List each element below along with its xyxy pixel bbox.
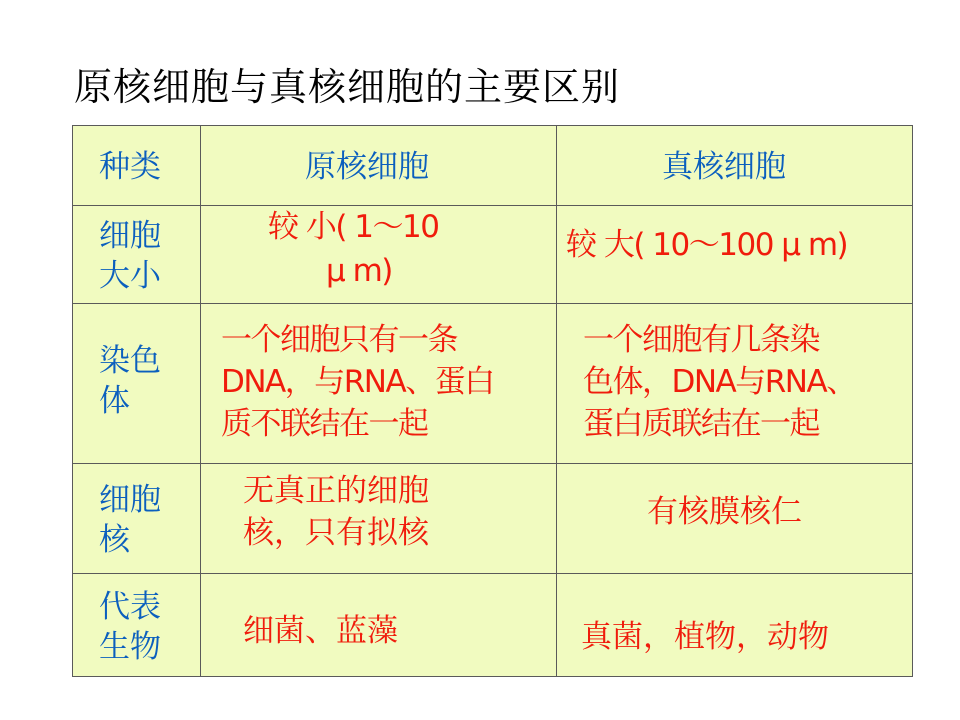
eukaryote-size: 较 大( 10～100 μ m) [566, 227, 848, 263]
prokaryote-chromosome: 一个细胞只有一条 DNA，与RNA、蛋白 质不联结在一起 [221, 322, 494, 442]
header-type: 种类 [99, 149, 161, 185]
eukaryote-examples: 真菌，植物，动物 [581, 619, 829, 655]
prokaryote-nucleus: 无真正的细胞 核，只有拟核 [243, 473, 429, 551]
prokaryote-examples: 细菌、蓝藻 [243, 613, 398, 649]
row-divider [73, 205, 912, 206]
row-divider [73, 463, 912, 464]
prokaryote-size: 较 小( 1～10 μ m) [268, 209, 439, 289]
row-divider [73, 303, 912, 304]
row-label: 细胞 大小 [99, 218, 161, 294]
eukaryote-nucleus: 有核膜核仁 [647, 494, 802, 530]
column-divider [200, 126, 201, 676]
row-divider [73, 573, 912, 574]
header-eukaryote: 真核细胞 [662, 149, 786, 185]
column-divider [556, 126, 557, 676]
eukaryote-chromosome: 一个细胞有几条染 色体，DNA与RNA、 蛋白质联结在一起 [583, 322, 856, 442]
row-label: 代表 生物 [99, 589, 161, 665]
comparison-table [72, 125, 913, 677]
row-label: 细胞 核 [99, 482, 161, 558]
row-label: 染色 体 [99, 343, 161, 419]
page-title: 原核细胞与真核细胞的主要区别 [74, 65, 621, 109]
header-prokaryote: 原核细胞 [305, 149, 429, 185]
